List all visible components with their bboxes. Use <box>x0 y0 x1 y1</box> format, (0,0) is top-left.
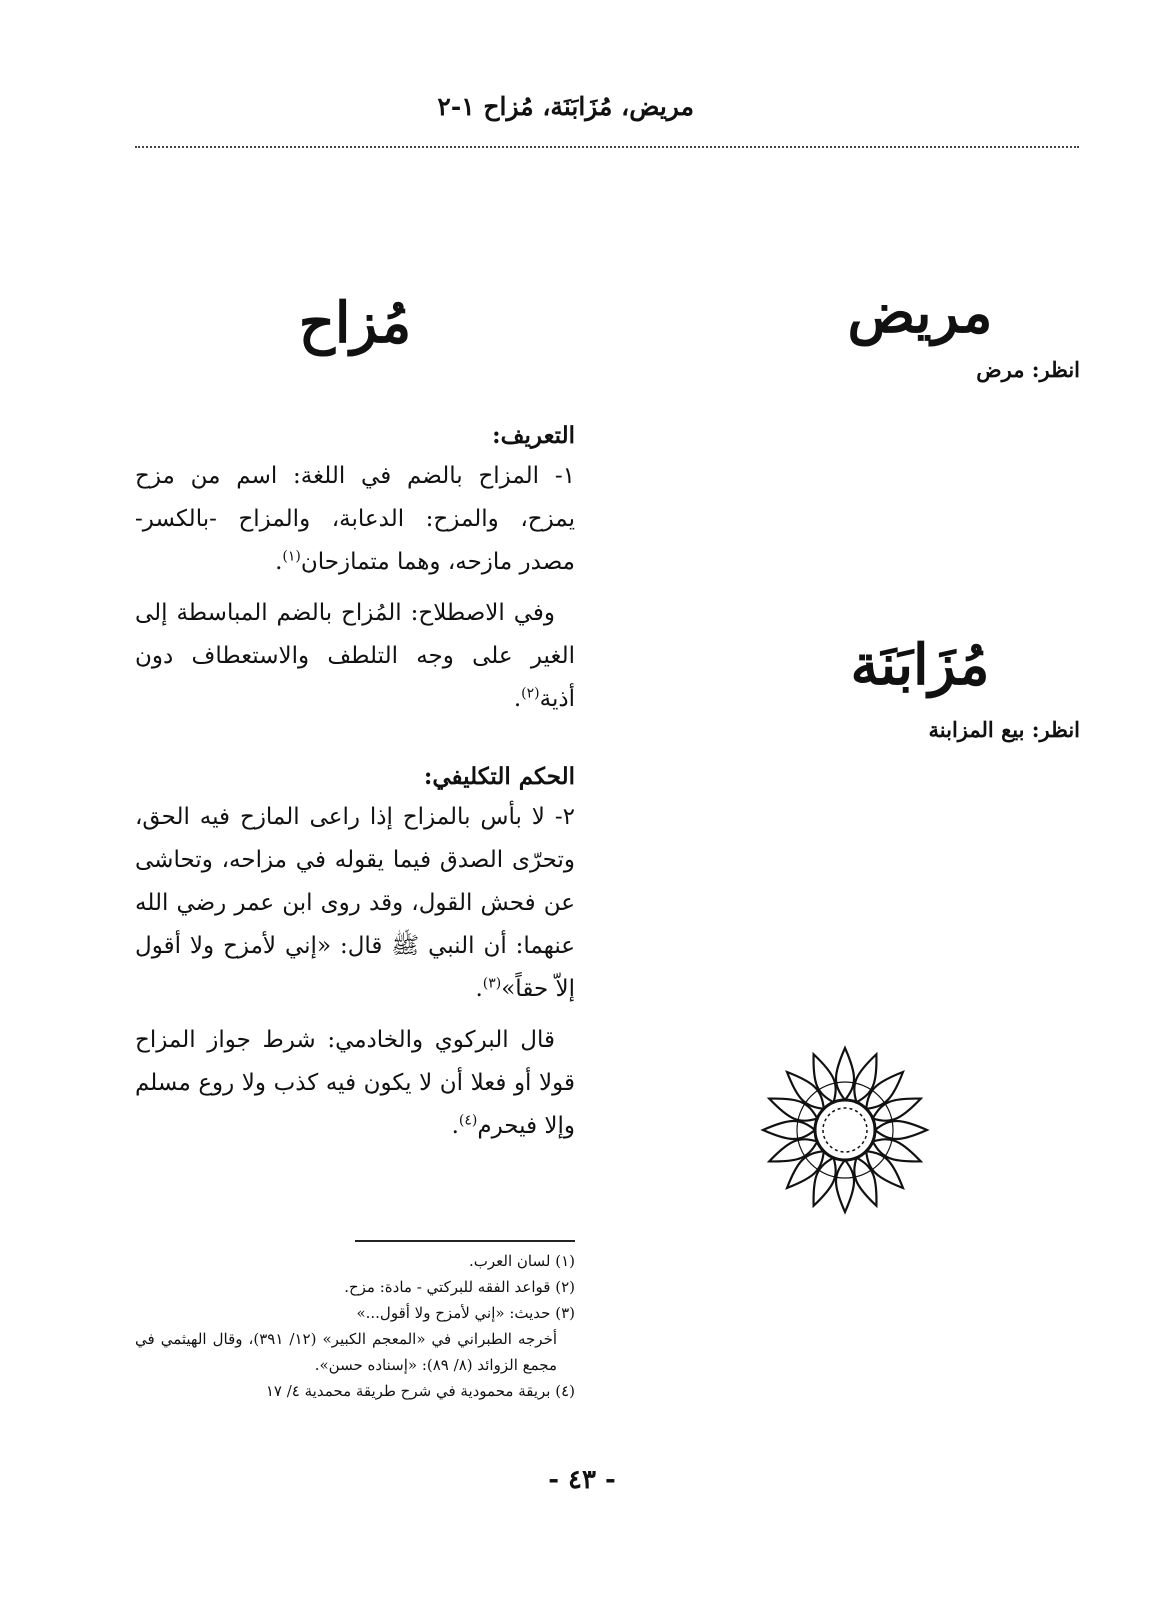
footnote-1: (١) لسان العرب. <box>469 1252 575 1270</box>
footnote-3-continuation: أخرجه الطبراني في «المعجم الكبير» (١٢/ ٣٩١)، وقال الهيثمي في مجمع الزوائد (٨/ ٨٩): «إسناده حسن». <box>135 1330 558 1374</box>
footnote-ref-3: (٣) <box>482 975 502 992</box>
see-also-bay-al-muzabana: انظر: بيع المزابنة <box>928 717 1080 743</box>
see-also-marad: انظر: مرض <box>976 357 1080 383</box>
paragraph-4-text: قال البركوي والخادمي: شرط جواز المزاح قولا أو فعلا أن لا يكون فيه كذب ولا روع مسلم وإلا فيحرم <box>135 1027 575 1139</box>
footnote-ref-1: (١) <box>282 548 301 565</box>
right-column <box>760 280 1080 742</box>
entry-title-muzah: مُزاح <box>298 290 412 356</box>
entry-title-muzabana: مُزَابَنَة <box>850 632 990 699</box>
footnote-ref-4: (٤) <box>458 1112 478 1129</box>
footnote-4: (٤) بريقة محمودية في شرح طريقة محمدية ٤/ ١٧ <box>265 1382 575 1400</box>
running-title: مريض، مُزَابَنَة، مُزاح ١-٢ <box>437 92 694 121</box>
left-column <box>135 280 575 1148</box>
page-number: - ٤٣ - <box>548 1465 616 1495</box>
paragraph-1: ١- المزاح بالضم في اللغة: اسم من مزح يمزح، والمزح: الدعابة، والمزاح -بالكسر- مصدر مازحه، وهما متمازحان$^{(١)}$. <box>135 463 575 575</box>
paragraph-2: وفي الاصطلاح: المُزاح بالضم المباسطة إلى الغير على وجه التلطف والاستعطاف دون أذية$^{(٢)}$. <box>135 600 575 712</box>
definition-heading: التعريف: <box>492 422 575 449</box>
paragraph-3-text: ٢- لا بأس بالمزاح إذا راعى المازح فيه الحق، وتحرّى الصدق فيما يقوله في مزاحه، وتحاشى عن فحش القول، وقد روى ابن عمر رضي الله عنهما: أن النبي ﷺ قال: «إني لأمزح ولا أقول إلاّ حقاً» <box>135 804 575 1002</box>
entry-title-marid: مريض <box>847 280 993 346</box>
paragraph-4: قال البركوي والخادمي: شرط جواز المزاح قولا أو فعلا أن لا يكون فيه كذب ولا روع مسلم وإلا فيحرم$^{(٤)}$. <box>135 1027 575 1139</box>
footnote-rule <box>355 1240 575 1242</box>
footnote-2: (٢) قواعد الفقه للبركتي - مادة: مزح. <box>344 1278 575 1296</box>
paragraph-2-text: وفي الاصطلاح: المُزاح بالضم المباسطة إلى الغير على وجه التلطف والاستعطاف دون أذية <box>135 600 575 712</box>
footnote-ref-2: (٢) <box>521 685 540 702</box>
paragraph-3: ٢- لا بأس بالمزاح إذا راعى المازح فيه الحق، وتحرّى الصدق فيما يقوله في مزاحه، وتحاشى عن فحش القول، وقد روى ابن عمر رضي الله عنهما: أن النبي ﷺ قال: «إني لأمزح ولا أقول إلاّ حقاً»$^{(٣)}$. <box>135 804 575 1002</box>
star-ornament-icon <box>760 1045 930 1215</box>
paragraph-1-text: ١- المزاح بالضم في اللغة: اسم من مزح يمزح، والمزح: الدعابة، والمزاح -بالكسر- مصدر مازحه، وهما متمازحان <box>135 463 575 575</box>
footnotes <box>135 1240 575 1404</box>
ruling-heading: الحكم التكليفي: <box>423 763 575 790</box>
footnote-3: (٣) حديث: «إني لأمزح ولا أقول...» <box>356 1304 575 1322</box>
header-dotted-rule <box>135 146 1079 148</box>
